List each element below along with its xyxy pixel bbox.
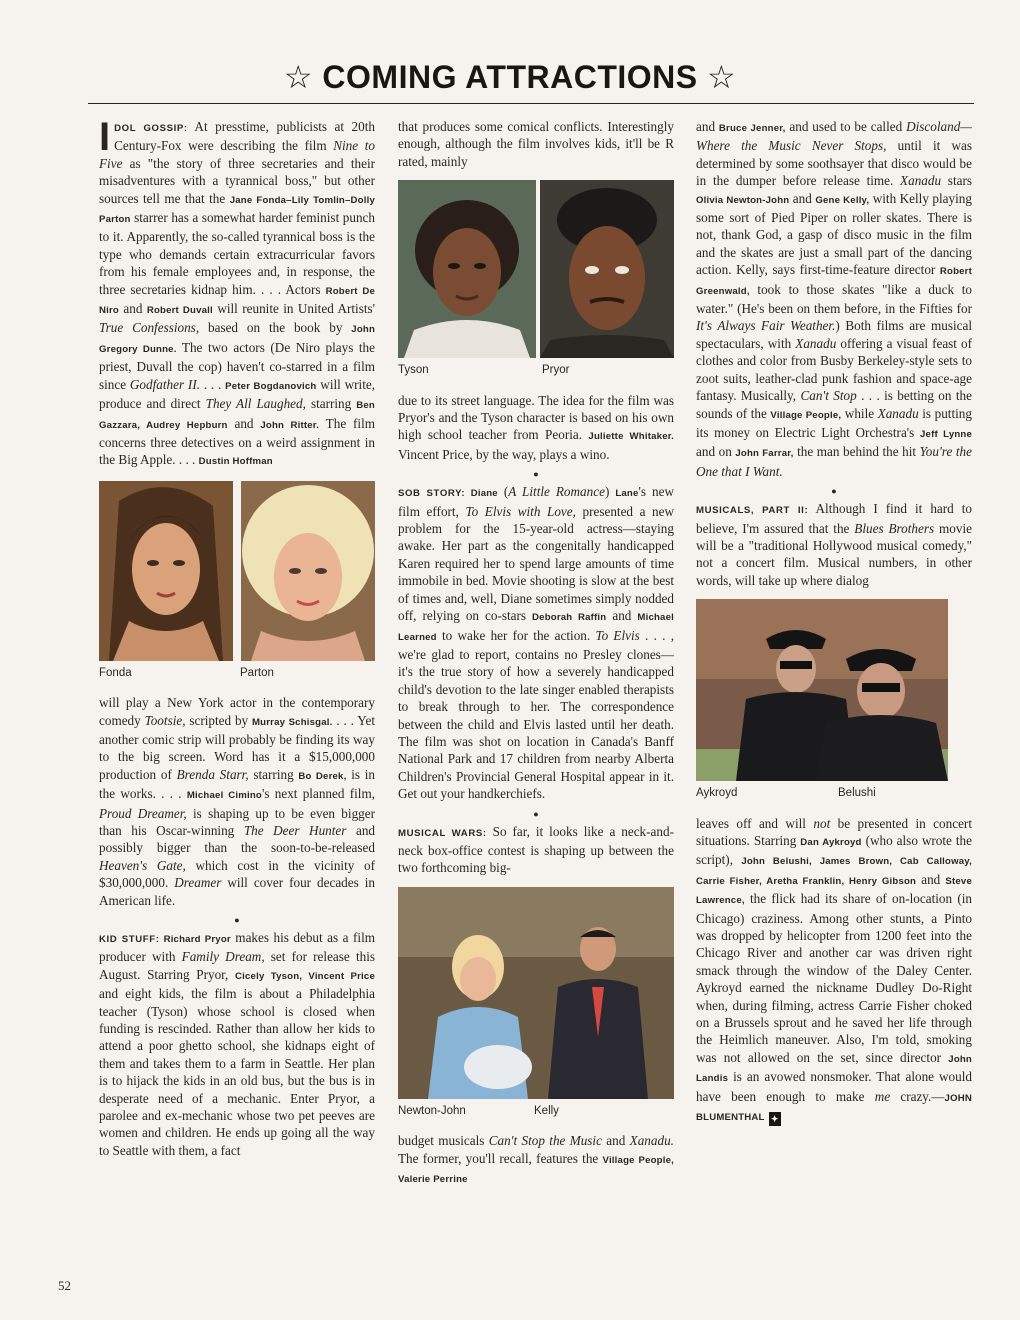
photo-fonda	[99, 481, 233, 661]
musical-wars-paragraph: MUSICAL WARS: So far, it looks like a neck-and-neck box-office contest is shaping up between the two forthcoming big-	[398, 823, 674, 876]
street-language-paragraph: due to its street language. The idea for the film was Pryor's and the Tyson character is based on his own high school teacher from Peoria. Juliette Whitaker. Vincent Price, by the way, plays a wino.	[398, 392, 674, 462]
section-bullet: ●	[533, 469, 539, 480]
photo-pryor	[540, 180, 674, 358]
photo-parton	[241, 481, 375, 661]
xanadu-paragraph: and Bruce Jenner, and used to be called Discoland—Where the Music Never Stops, until it was determined by some soothsayer that disco would be in the dumper before release time. Xanadu stars Olivia Newton-John and Gene Kelly, with Kelly playing some sort of Pied Piper on roller skates. There is not, thank God, a gasp of disco music in the film and the skates are just a small part of the dancing action. Kelly, says first-time-feature director Robert Greenwald, took to those skates "like a duck to water." (He's been on them before, in the Fifties for It's Always Fair Weather.) Both films are musical spectaculars, with Xanadu offering a visual feast of clothes and color from Busby Berkeley-style sets to zoot suits, leather-clad punk fashion and space-age fantasy. Musically, Can't Stop . . . is betting on the sounds of the Village People, while Xanadu is putting its money on Electric Light Orchestra's Jeff Lynne and on John Farrar, the man behind the hit You're the One that I Want.	[696, 119, 973, 479]
budget-musicals-paragraph: budget musicals Can't Stop the Music and Xanadu. The former, you'll recall, features the Village People, Valerie Perrine	[398, 1133, 675, 1185]
section-kicker: DOL GOSSIP:	[114, 123, 188, 134]
hoffman-paragraph: will play a New York actor in the contemporary comedy Tootsie, scripted by Murray Schisgal. . . . Yet another comic strip will probably be finding its way to the big screen. Word has it a $15,000,000 production of Brenda Starr, starring Bo Derek, is in the works. . . . Michael Cimino's next planned film, Proud Dreamer, is shaping up to be even bigger than his Oscar-winning The Deer Hunter and possibly bigger than the soon-to-be-released Heaven's Gate, which cost in the vicinity of $30,000,000. Dreamer will cover four decades in American life.	[99, 695, 376, 908]
column-1	[99, 115, 376, 1159]
drop-cap: I	[99, 115, 111, 159]
caption-kelly: Kelly	[534, 1104, 559, 1117]
caption-fonda: Fonda	[99, 666, 132, 679]
caption-row-2	[398, 362, 674, 379]
photo-row-fonda-parton	[99, 481, 375, 661]
caption-parton: Parton	[240, 666, 274, 679]
caption-newton-john: Newton-John	[398, 1104, 466, 1117]
section-bullet: ●	[533, 808, 539, 819]
column-2	[398, 118, 674, 1188]
title-rule	[88, 103, 974, 104]
photo-newton-john-kelly	[398, 887, 674, 1099]
page-number: 52	[58, 1278, 71, 1293]
continued-paragraph: that produces some comical conflicts. Interestingly enough, although the film involves kids, it'll be R rated, mainly	[398, 119, 674, 169]
caption-tyson: Tyson	[398, 364, 429, 377]
musicals-part-ii-paragraph: MUSICALS, PART II: Although I find it hard to believe, I'm assured that the Blues Brothers movie will be a "traditional Hollywood musical comedy," not a concert film. Musical numbers, in other words, will take up where dialog	[696, 501, 973, 588]
section-bullet: ●	[234, 915, 240, 925]
caption-row-3	[398, 1103, 674, 1120]
photo-aykroyd-belushi	[696, 599, 948, 781]
bunny-logo-icon: ✦	[769, 1112, 781, 1126]
column-3	[696, 118, 972, 1126]
photo-row-tyson-pryor	[398, 180, 674, 358]
photo-tyson	[398, 180, 536, 358]
kid-stuff-paragraph: KID STUFF: Richard Pryor makes his debut as a film producer with Family Dream, set for release this August. Starring Pryor, Cicely Tyson, Vincent Price and eight kids, the film is about a Philadelphia teacher (Tyson) whose school is closed when funding is rescinded. Rather than allow her kids to attend a poor ghetto school, she kidnaps eight of them and takes them to a farm in Seattle. Her plan is to hijack the kids in an old bus, but the bus is in desperate need of a mechanic. Enter Pryor, a parolee and ex-mechanic whose two pet peeves are women and children. He ends up going all the way to Seattle with them, a fact	[99, 930, 375, 1158]
photo-row-newton-john-kelly	[398, 887, 674, 1099]
idol-gossip-paragraph: IDOL GOSSIP: At presstime, publicists at 20th Century-Fox were describing the film Nine to Five as "the story of three secretaries and their misadventures with a tyrannical boss," but other sources tell me that the Jane Fonda–Lily Tomlin–Dolly Parton starrer has a somewhat harder feminist punch to it. Apparently, the so-called tyrannical boss is the type who demands certain extracurricular favors from his female employees and, in response, the three secretaries kidnap him. . . . Actors Robert De Niro and Robert Duvall will reunite in United Artists' True Confessions, based on the book by John Gregory Dunne. The two actors (De Niro plays the priest, Duvall the cop) haven't co-starred in a film since Godfather II. . . . Peter Bogdanovich will write, produce and direct They All Laughed, starring Ben Gazzara, Audrey Hepburn and John Ritter. The film concerns three detectives on a weird assignment in the Big Apple. . . . Dustin Hoffman	[99, 115, 376, 468]
blues-brothers-paragraph: leaves off and will not be presented in concert situations. Starring Dan Aykroyd (who also wrote the script), John Belushi, James Brown, Cab Calloway, Carrie Fisher, Aretha Franklin, Henry Gibson and Steve Lawrence, the flick had its share of on-location (in Chicago) craziness. Among other stunts, a Pinto was dropped by helicopter from 1200 feet into the Chicago River and another car was driven right smack through the window of the Daley Center. Aykroyd earned the nickname Dudley Do-Right when, during filming, actress Carrie Fisher choked on a Brussels sprout and he saved her life through the Heimlich maneuver. Also, I'm told, smoking was not allowed on the set, since director John Landis is an avowed nonsmoker. That alone would have been enough to make me crazy.—JOHN BLUMENTHAL ✦	[696, 815, 972, 1125]
caption-aykroyd: Aykroyd	[696, 787, 738, 800]
section-bullet: ●	[831, 486, 837, 497]
caption-row-4	[696, 785, 972, 802]
page-title: ☆ COMING ATTRACTIONS ☆	[283, 59, 737, 95]
sob-story-paragraph: SOB STORY: Diane (A Little Romance) Lane's new film effort, To Elvis with Love, presented a new problem for the 15-year-old actress—staying awake. Her part as the congenitally handicapped Karen required her to spend large amounts of time immobile in bed. Movie shooting is slow at the best of times and, well, Diane sometimes simply nodded off, relying on co-stars Deborah Raffin and Michael Learned to wake her for the action. To Elvis . . . , we're glad to report, contains no Presley clones—it's the true story of how a severely handicapped child's devotion to the late singer enabled therapists to break through to her. The correspondence between the child and Elvis lasted until her death. The film was shot on location in Canada's Banff National Park and 17 children from nearby Alberta Children's Provincial General Hospital appear in it. Get out your handkerchiefs.	[398, 484, 674, 802]
caption-row-1	[99, 665, 375, 682]
caption-belushi: Belushi	[838, 787, 876, 800]
photo-row-aykroyd-belushi	[696, 599, 972, 781]
caption-pryor: Pryor	[542, 364, 570, 377]
author-signature: JOHN BLUMENTHAL	[696, 1092, 972, 1124]
